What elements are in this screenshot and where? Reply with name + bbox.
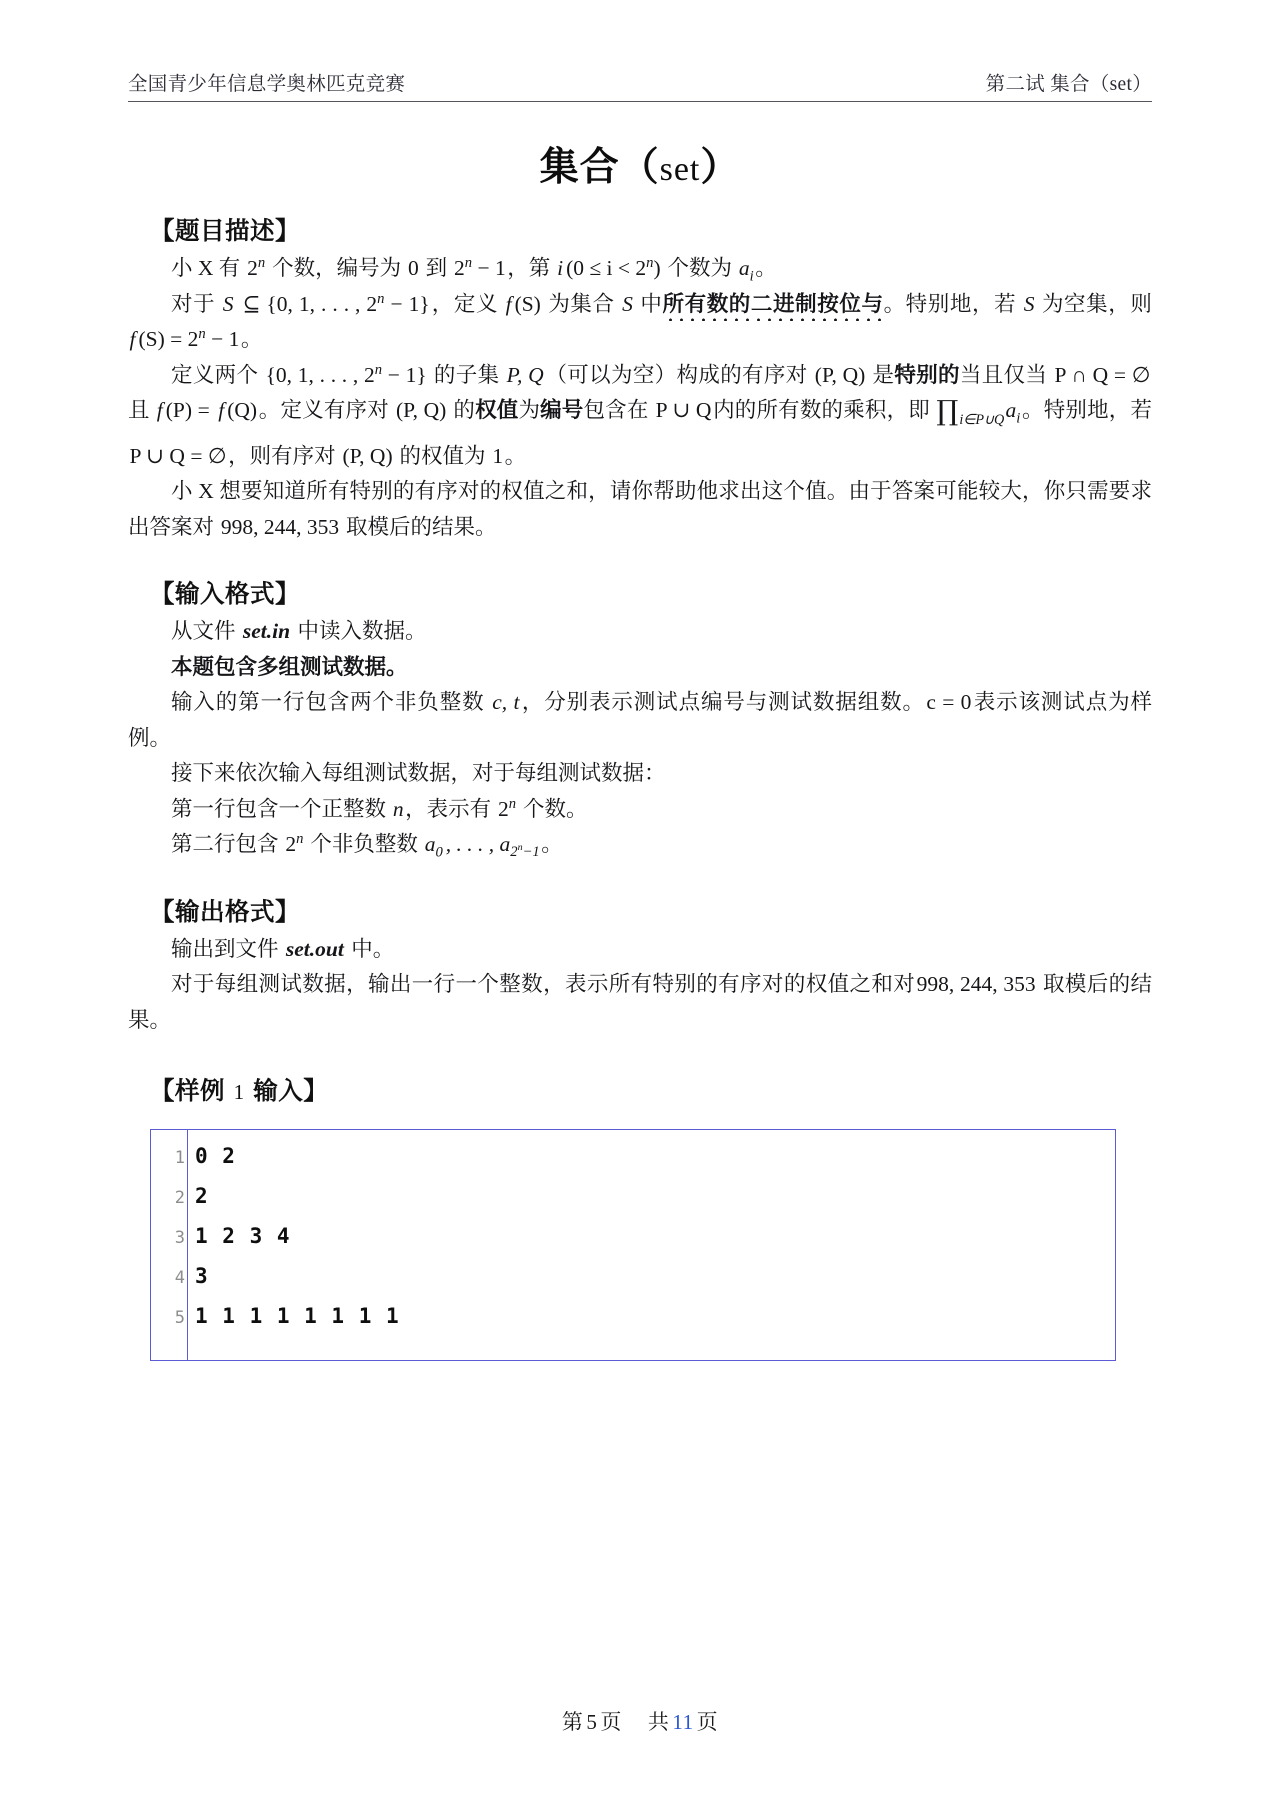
- input5-text-2: ，表示有: [405, 796, 497, 821]
- output2-text-2: 取模后的结果。: [128, 972, 1152, 1032]
- desc3-math-11: P ∪ Q: [655, 398, 712, 422]
- desc2-emphasis: 所有数的二进制按位与: [662, 291, 884, 316]
- input3-math-2: c = 0: [926, 690, 972, 714]
- desc3-emphasis-3: 编号: [540, 398, 584, 422]
- desc3-math-12: $a_i$: [1005, 398, 1021, 427]
- desc3-emphasis-1: 特别的: [894, 362, 960, 387]
- desc3-text-3: （可以为空）构成的有序对: [545, 362, 814, 387]
- paragraph-description-1: [128, 251, 1152, 287]
- output2-modulus: 998, 244, 353: [916, 972, 1036, 996]
- sample-input-code-block: [150, 1129, 1116, 1361]
- desc4-text-1: 小 X 想要知道所有特别的有序对的权值之和，请你帮助他求出这个值。由于答案: [171, 479, 936, 503]
- input3-text-3: 表示该测试点为样例。: [128, 690, 1152, 750]
- output-format-body: [128, 932, 1152, 1039]
- desc1-math-2: 0: [407, 256, 419, 280]
- input1-text-1: 从文件: [171, 619, 241, 643]
- input-file-name: set.in: [242, 619, 291, 643]
- desc3-math-13: P ∪ Q = ∅: [129, 443, 227, 468]
- paragraph-output-2: [128, 967, 1152, 1038]
- desc3-math-8: f: [218, 398, 225, 422]
- desc3-math-14: (P, Q): [342, 443, 393, 468]
- output1-text-2: 中。: [345, 936, 395, 961]
- code-line-text: 1 1 1 1 1 1 1 1: [195, 1304, 400, 1328]
- footer-page-number: 5: [586, 1710, 598, 1734]
- product-subscript: i∈P∪Q: [959, 412, 1005, 428]
- paragraph-input-1: [128, 614, 1152, 650]
- line-number: 5: [174, 1308, 185, 1328]
- desc1-text-6: 。: [755, 256, 777, 280]
- input1-text-2: 中读入数据。: [292, 619, 427, 643]
- code-line: [151, 1224, 1115, 1264]
- desc3-text-8: 的: [447, 398, 476, 422]
- code-line: [151, 1264, 1115, 1304]
- desc2-text-8: 。: [240, 327, 263, 351]
- desc1-math-6: $(0 \le i < 2^n)$: [566, 254, 661, 280]
- sample-heading-post: 输入】: [246, 1078, 329, 1105]
- paragraph-input-4: 接下来依次输入每组测试数据，对于每组测试数据：: [171, 761, 666, 785]
- desc2-math-4: f: [505, 291, 512, 316]
- input3-text-1: 输入的第一行包含两个非负整数: [171, 690, 491, 714]
- paragraph-input-2: 本题包含多组测试数据。: [171, 654, 408, 679]
- page-footer: [0, 1706, 1280, 1736]
- section-heading-sample1-input: [150, 1072, 1152, 1107]
- header-divider: [128, 101, 1152, 102]
- desc1-text-5: 个数为: [662, 256, 738, 280]
- code-line: [151, 1304, 1115, 1344]
- line-number: 3: [174, 1228, 185, 1248]
- input6-text-3: 。: [541, 832, 563, 856]
- desc2-math-5: (S): [514, 291, 541, 316]
- page-title-latin: set: [659, 151, 701, 188]
- desc3-text-13: ，则有序对: [228, 443, 341, 468]
- input-format-body: [128, 614, 1152, 863]
- running-header: [128, 68, 1152, 96]
- desc2-math-6: S: [622, 291, 633, 316]
- input6-nested-sub: 2n−1: [510, 842, 540, 861]
- code-line-text: 3: [195, 1264, 209, 1288]
- desc3-text-7: 。定义有序对: [258, 398, 395, 422]
- input5-text-3: 个数。: [517, 796, 588, 821]
- line-number: 4: [174, 1268, 185, 1288]
- desc1-text-1: 小 X 有: [171, 256, 246, 280]
- sample-heading-number: 1: [233, 1080, 245, 1104]
- desc1-text-2: 个数，编号为: [266, 256, 407, 280]
- desc2-math-7: S: [1023, 291, 1035, 316]
- input5-text-1: 第一行包含一个正整数: [171, 796, 392, 821]
- input5-math-2: 2$^n$: [498, 795, 517, 821]
- desc2-text-2: ，定义: [431, 291, 505, 316]
- input6-math-2: $a_0$: [424, 832, 443, 861]
- desc1-text-3: 到: [420, 256, 453, 280]
- code-line-text: 1 2 3 4: [195, 1224, 291, 1248]
- footer-total-pages: 11: [672, 1710, 694, 1734]
- desc3-text-2: 的子集: [428, 362, 506, 387]
- desc3-emphasis-2: 权值: [475, 398, 519, 422]
- desc1-math-1: 2$^n$: [247, 254, 266, 280]
- header-left-text: 全国青少年信息学奥林匹克竞赛: [128, 74, 406, 95]
- page-title-cn-close: ）: [700, 146, 741, 189]
- desc1-math-5: i: [557, 256, 564, 280]
- desc2-text-1: 对于: [171, 291, 222, 316]
- desc2-text-4: 中: [634, 291, 663, 316]
- desc3-math-7: (P) =: [165, 398, 216, 422]
- paragraph-input-5: [128, 792, 1152, 828]
- input6-text-2: 个非负整数: [304, 832, 424, 856]
- desc3-math-9: (Q): [227, 398, 258, 422]
- input6-math-3: , . . . , $a_{2^n-1}$: [445, 832, 540, 861]
- document-body: [128, 212, 1152, 1361]
- desc2-text-6: 地，若: [949, 291, 1023, 316]
- desc3-math-4: (P, Q): [814, 362, 866, 387]
- footer-total-unit: 页: [696, 1710, 719, 1734]
- footer-prefix: 第: [561, 1710, 584, 1734]
- output2-text-1: 对于每组测试数据，输出一行一个整数，表示所有特别的有序对的权值之和对: [171, 972, 916, 996]
- desc2-math-1: S: [222, 291, 234, 316]
- desc3-text-4: 是: [866, 362, 895, 387]
- desc4-text-3: 取模后的结果。: [340, 514, 497, 539]
- desc1-text-4: ，第: [507, 256, 556, 280]
- line-number: 2: [174, 1188, 185, 1208]
- desc2-math-2: ⊆ {0, 1, . . . , $2^n - 1$}: [236, 290, 430, 316]
- code-gutter-divider: [187, 1130, 188, 1360]
- desc3-text-5: 当且仅当: [959, 362, 1053, 387]
- description-body: [128, 251, 1152, 545]
- input6-text-1: 第二行包含: [171, 832, 284, 856]
- paragraph-input-6: [128, 827, 1152, 863]
- output1-text-1: 输出到文件: [171, 936, 284, 961]
- footer-page-unit: 页: [600, 1710, 622, 1734]
- desc3-math-3: P, Q: [506, 362, 544, 387]
- desc3-math-15: 1: [492, 443, 504, 468]
- desc3-math-5: P ∩ Q = ∅: [1054, 362, 1151, 387]
- section-heading-description: 【题目描述】: [150, 218, 300, 245]
- desc3-text-9: 为: [518, 398, 541, 422]
- desc2-text-5: 。特别: [883, 291, 950, 316]
- desc3-text-11: 内的所有数的乘积，即: [712, 398, 936, 422]
- paragraph-input-3: [128, 685, 1152, 756]
- desc3-math-1: {0, 1, . . . , $2^n - 1$}: [265, 361, 427, 387]
- desc3-text-14: 的权值为: [394, 443, 491, 468]
- output-file-name: set.out: [285, 936, 344, 961]
- desc3-text-15: 。: [504, 443, 527, 468]
- paragraph-description-3: [128, 358, 1152, 475]
- paragraph-description-4: [128, 474, 1152, 545]
- sample-heading-pre: 【样例: [150, 1078, 232, 1105]
- desc3-text-12: 。特别地，若: [1021, 398, 1152, 422]
- input3-text-2: ，分别表示测试点编号与测试数据组数。: [520, 690, 925, 714]
- code-line-text: 0 2: [195, 1144, 236, 1168]
- desc3-math-10: (P, Q): [395, 398, 447, 422]
- desc1-math-8: $a_i$: [738, 256, 754, 285]
- line-number: 1: [174, 1148, 185, 1168]
- desc1-math-3: $2^n - 1$: [454, 254, 506, 280]
- page-title-cn: 集合（: [539, 146, 660, 189]
- code-line-text: 2: [195, 1184, 209, 1208]
- input5-math-1: n: [392, 796, 404, 821]
- desc2-text-7: 为空集，则: [1035, 291, 1152, 316]
- product-symbol: ∏: [936, 395, 959, 427]
- desc3-text-6: 且: [128, 398, 156, 422]
- paragraph-description-2: [128, 287, 1152, 358]
- input3-math-1: c, t: [492, 690, 520, 714]
- section-heading-input-format: 【输入格式】: [150, 581, 300, 608]
- code-line: [151, 1184, 1115, 1224]
- desc2-math-9: $(S) = 2^n - 1$: [138, 325, 240, 351]
- paragraph-output-1: [128, 932, 1152, 968]
- footer-total-prefix: 共: [647, 1710, 670, 1734]
- desc2-text-3: 为集合: [542, 291, 621, 316]
- desc3-text-10: 包含在: [583, 398, 655, 422]
- desc3-math-6: f: [156, 398, 163, 422]
- input6-math-1: 2$^n$: [285, 830, 304, 856]
- desc4-modulus: 998, 244, 353: [220, 514, 340, 539]
- desc3-text-1: 定义两个: [171, 362, 265, 387]
- desc2-math-8: f: [129, 327, 136, 351]
- code-line: [151, 1144, 1115, 1184]
- header-right-text: 第二试 集合（set）: [985, 74, 1152, 95]
- page-title: [0, 136, 1280, 192]
- desc4-text-2: 可能较大，你只需要求出答案对: [128, 479, 1152, 539]
- section-heading-output-format: 【输出格式】: [150, 898, 300, 926]
